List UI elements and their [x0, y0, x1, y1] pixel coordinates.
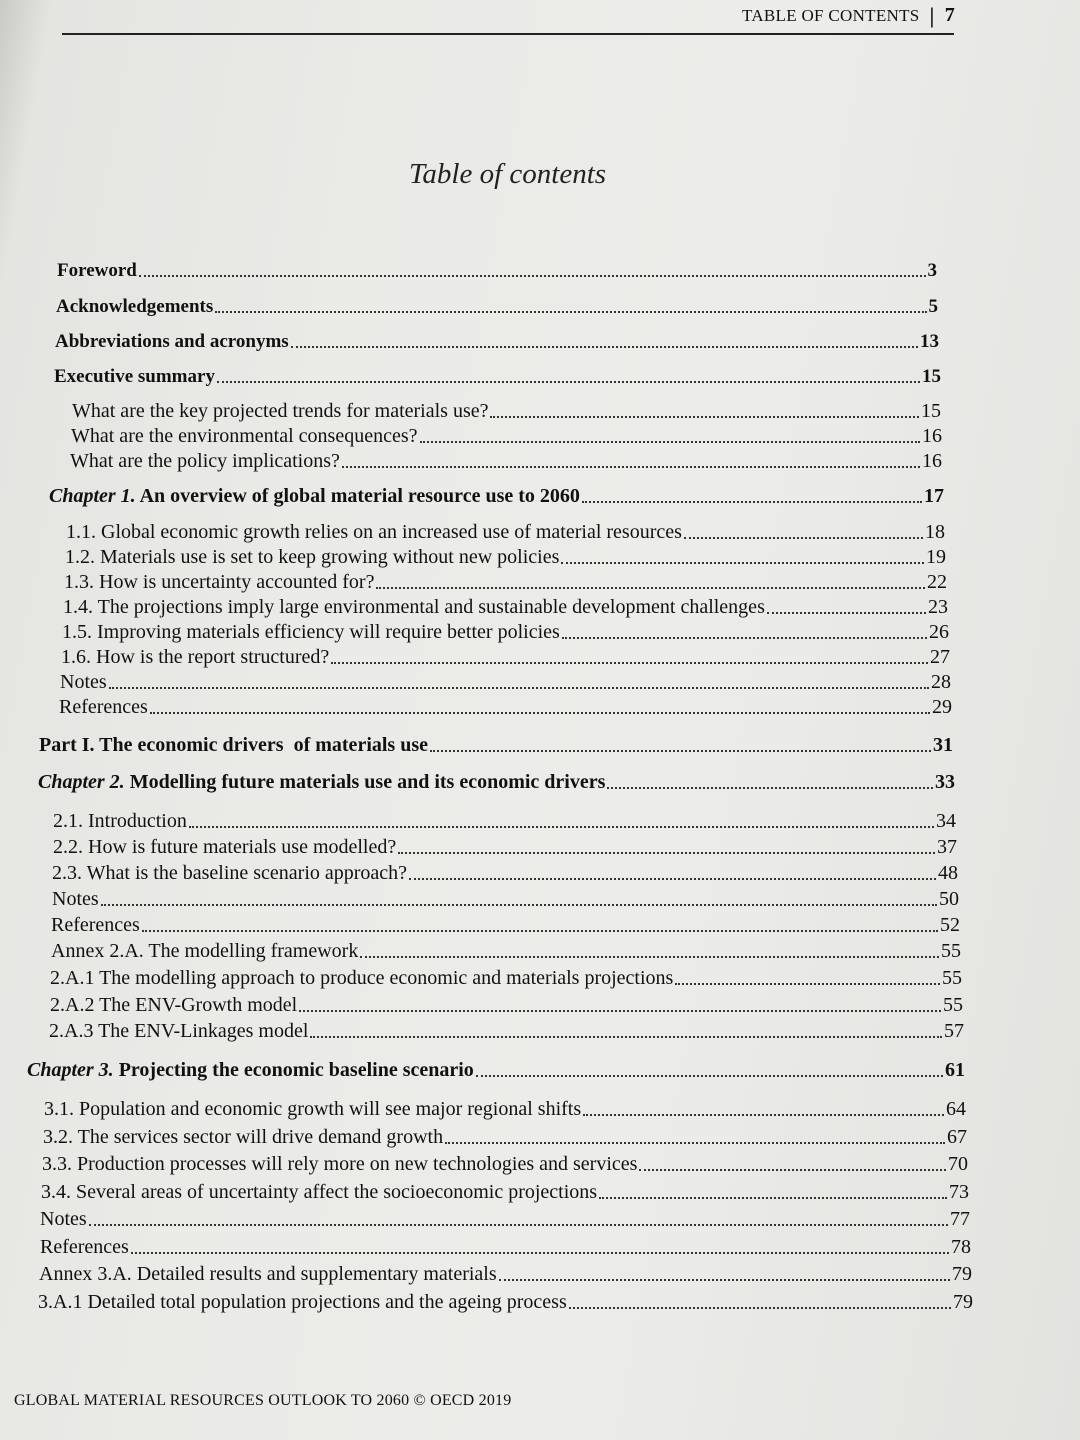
toc-entry-text: 3.4. Several areas of uncertainty affect the socioeconomic projections	[41, 1181, 598, 1203]
page-number: 7	[944, 4, 955, 26]
toc-entry-text: 2.A.2 The ENV-Growth model	[50, 994, 298, 1016]
toc-page-number: 48	[938, 862, 958, 884]
toc-page-number: 28	[931, 671, 951, 693]
toc-entry	[53, 810, 956, 833]
toc-page-number: 73	[949, 1181, 969, 1203]
toc-entry	[52, 888, 959, 911]
toc-entry-text: 2.A.1 The modelling approach to produce economic and materials projections	[50, 967, 674, 989]
dot-leader	[398, 852, 935, 854]
toc-chapter-2	[38, 771, 955, 794]
toc-page-number: 34	[936, 810, 956, 832]
toc-page-number: 78	[951, 1236, 971, 1258]
toc-page-number: 15	[921, 400, 941, 422]
toc-entry-text: References	[59, 696, 148, 718]
dot-leader	[430, 750, 931, 752]
toc-entry	[63, 596, 948, 619]
toc-entry-text: 3.A.1 Detailed total population projections and the ageing process	[38, 1291, 567, 1313]
toc-page-number: 29	[932, 696, 952, 718]
running-head-section: TABLE OF CONTENTS	[742, 5, 920, 25]
running-head-divider: |	[929, 2, 935, 28]
toc-entry	[64, 571, 947, 594]
toc-page-number: 17	[924, 485, 944, 507]
toc-entry	[65, 546, 946, 569]
toc-entry	[66, 521, 945, 544]
toc-entry	[52, 862, 958, 885]
header-rule	[62, 33, 954, 35]
chapter-label: Chapter 1.	[49, 485, 136, 507]
dot-leader	[675, 983, 940, 985]
toc-page-number: 23	[928, 596, 948, 618]
chapter-label: Chapter 2.	[38, 771, 125, 793]
toc-entry-text: What are the policy implications?	[70, 450, 340, 472]
toc-page-number: 55	[941, 940, 961, 962]
toc-entry-text: Part I. The economic drivers of materials use	[39, 734, 428, 756]
toc-entry-text: 2.1. Introduction	[53, 810, 187, 832]
toc-entry	[60, 671, 951, 694]
dot-leader	[360, 956, 939, 958]
toc-entry-text: 2.2. How is future materials use modelled?	[53, 836, 397, 858]
toc-entry-foreword	[57, 260, 937, 282]
toc-entry-text: Projecting the economic baseline scenario	[118, 1059, 474, 1081]
dot-leader	[409, 878, 936, 880]
toc-entry	[61, 646, 950, 669]
toc-page-number: 64	[946, 1098, 966, 1120]
toc-entry-text: References	[51, 914, 140, 936]
dot-leader	[445, 1142, 945, 1144]
toc-entry-abbreviations	[55, 331, 939, 353]
dot-leader	[342, 466, 920, 468]
toc-page-number: 61	[945, 1059, 965, 1081]
toc-page-number: 33	[935, 771, 955, 793]
toc-page-number: 79	[952, 1263, 972, 1285]
toc-entry	[70, 450, 942, 473]
toc-page-number: 31	[933, 734, 953, 756]
toc-entry-text: Annex 2.A. The modelling framework	[51, 940, 359, 962]
toc-entry	[62, 621, 949, 644]
toc-entry	[71, 425, 942, 448]
toc-entry-text: Foreword	[57, 260, 137, 281]
toc-page-number: 57	[944, 1020, 964, 1042]
toc-page-number: 16	[922, 450, 942, 472]
toc-entry	[50, 994, 963, 1017]
dot-leader	[561, 562, 924, 564]
toc-page-number: 5	[928, 296, 938, 317]
toc-entry	[40, 1236, 971, 1259]
dot-leader	[639, 1169, 946, 1171]
toc-entry-text: 2.3. What is the baseline scenario approach?	[52, 862, 408, 884]
dot-leader	[476, 1075, 943, 1077]
toc-entry	[72, 400, 941, 423]
toc-entry-text: 3.2. The services sector will drive demand growth	[43, 1126, 444, 1148]
dot-leader	[310, 1036, 942, 1038]
toc-entry	[39, 1263, 972, 1286]
toc-page-number: 50	[939, 888, 959, 910]
toc-entry-text: 1.1. Global economic growth relies on an increased use of material resources	[66, 521, 682, 543]
toc-entry-text: 3.1. Population and economic growth will see major regional shifts	[44, 1098, 582, 1120]
toc-entry	[41, 1181, 969, 1204]
toc-entry	[43, 1126, 967, 1149]
dot-leader	[189, 826, 934, 828]
toc-entry	[44, 1098, 966, 1121]
toc-page-number: 3	[927, 260, 937, 281]
chapter-label: Chapter 3.	[27, 1059, 114, 1081]
toc-page-number: 67	[947, 1126, 967, 1148]
dot-leader	[767, 612, 926, 614]
toc-entry-executive-summary	[54, 366, 941, 388]
dot-leader	[599, 1197, 947, 1199]
toc-entry-text: An overview of global material resource use to 2060	[139, 485, 580, 507]
toc-entry	[51, 914, 960, 937]
dot-leader	[376, 587, 925, 589]
dot-leader	[109, 687, 929, 689]
toc-entry-text: Notes	[52, 888, 99, 910]
toc-entry-text: Abbreviations and acronyms	[55, 331, 289, 352]
dot-leader	[139, 275, 926, 277]
toc-chapter-1	[49, 485, 944, 508]
toc-entry-text: Acknowledgements	[56, 296, 214, 317]
toc-entry-text: Executive summary	[54, 366, 215, 387]
toc-page-number: 18	[925, 521, 945, 543]
toc-entry-text: Notes	[60, 671, 107, 693]
toc-entry	[50, 967, 962, 990]
dot-leader	[582, 501, 922, 503]
page-footer: GLOBAL MATERIAL RESOURCES OUTLOOK TO 2060 © OECD 2019	[14, 1392, 512, 1409]
toc-entry	[40, 1208, 970, 1231]
dot-leader	[215, 311, 926, 313]
toc-page-number: 27	[930, 646, 950, 668]
toc-entry-text: 1.3. How is uncertainty accounted for?	[64, 571, 375, 593]
toc-entry-text: 2.A.3 The ENV-Linkages model	[49, 1020, 309, 1042]
toc-entry-text: What are the environmental consequences?	[71, 425, 418, 447]
toc-entry-text: 1.6. How is the report structured?	[61, 646, 330, 668]
dot-leader	[89, 1224, 948, 1226]
toc-page-number: 15	[922, 366, 941, 387]
toc-entry-text: Annex 3.A. Detailed results and supplementary materials	[39, 1263, 497, 1285]
toc-page-number: 26	[929, 621, 949, 643]
toc-page-number: 13	[920, 331, 939, 352]
toc-entry-text: References	[40, 1236, 129, 1258]
toc-entry-text: Modelling future materials use and its economic drivers	[129, 771, 606, 793]
dot-leader	[684, 537, 923, 539]
toc-entry-text: 1.2. Materials use is set to keep growing without new policies	[65, 546, 560, 568]
toc-entry-text: What are the key projected trends for materials use?	[72, 400, 489, 422]
toc-entry-text: 3.3. Production processes will rely more on new technologies and services	[42, 1153, 638, 1175]
dot-leader	[291, 346, 918, 348]
toc-chapter-3	[27, 1059, 965, 1082]
toc-entry	[53, 836, 957, 859]
running-head	[742, 4, 955, 27]
toc-page-number: 16	[922, 425, 942, 447]
dot-leader	[150, 712, 930, 714]
dot-leader	[131, 1252, 949, 1254]
dot-leader	[490, 416, 919, 418]
toc-entry	[38, 1291, 973, 1314]
dot-leader	[607, 787, 933, 789]
toc-page-number: 70	[948, 1153, 968, 1175]
toc-page-number: 55	[943, 994, 963, 1016]
toc-entry	[59, 696, 952, 719]
toc-page-number: 79	[953, 1291, 973, 1313]
toc-entry	[42, 1153, 968, 1176]
toc-page-number: 22	[927, 571, 947, 593]
toc-page-number: 37	[937, 836, 957, 858]
dot-leader	[499, 1279, 950, 1281]
toc-entry	[51, 940, 961, 963]
toc-entry-acknowledgements	[56, 296, 938, 318]
dot-leader	[142, 930, 938, 932]
toc-entry	[49, 1020, 964, 1043]
dot-leader	[420, 441, 920, 443]
dot-leader	[217, 381, 920, 383]
dot-leader	[562, 637, 927, 639]
toc-entry-text: 1.4. The projections imply large environmental and sustainable development challenges	[63, 596, 765, 618]
page-title: Table of contents	[408, 158, 607, 190]
toc-part-1	[39, 734, 953, 757]
toc-page-number: 55	[942, 967, 962, 989]
dot-leader	[331, 662, 928, 664]
toc-page-number: 77	[950, 1208, 970, 1230]
dot-leader	[583, 1114, 944, 1116]
toc-entry-text: 1.5. Improving materials efficiency will require better policies	[62, 621, 560, 643]
dot-leader	[569, 1307, 951, 1309]
toc-page-number: 19	[926, 546, 946, 568]
dot-leader	[299, 1010, 941, 1012]
dot-leader	[101, 904, 937, 906]
toc-entry-text: Notes	[40, 1208, 87, 1230]
toc-page-number: 52	[940, 914, 960, 936]
